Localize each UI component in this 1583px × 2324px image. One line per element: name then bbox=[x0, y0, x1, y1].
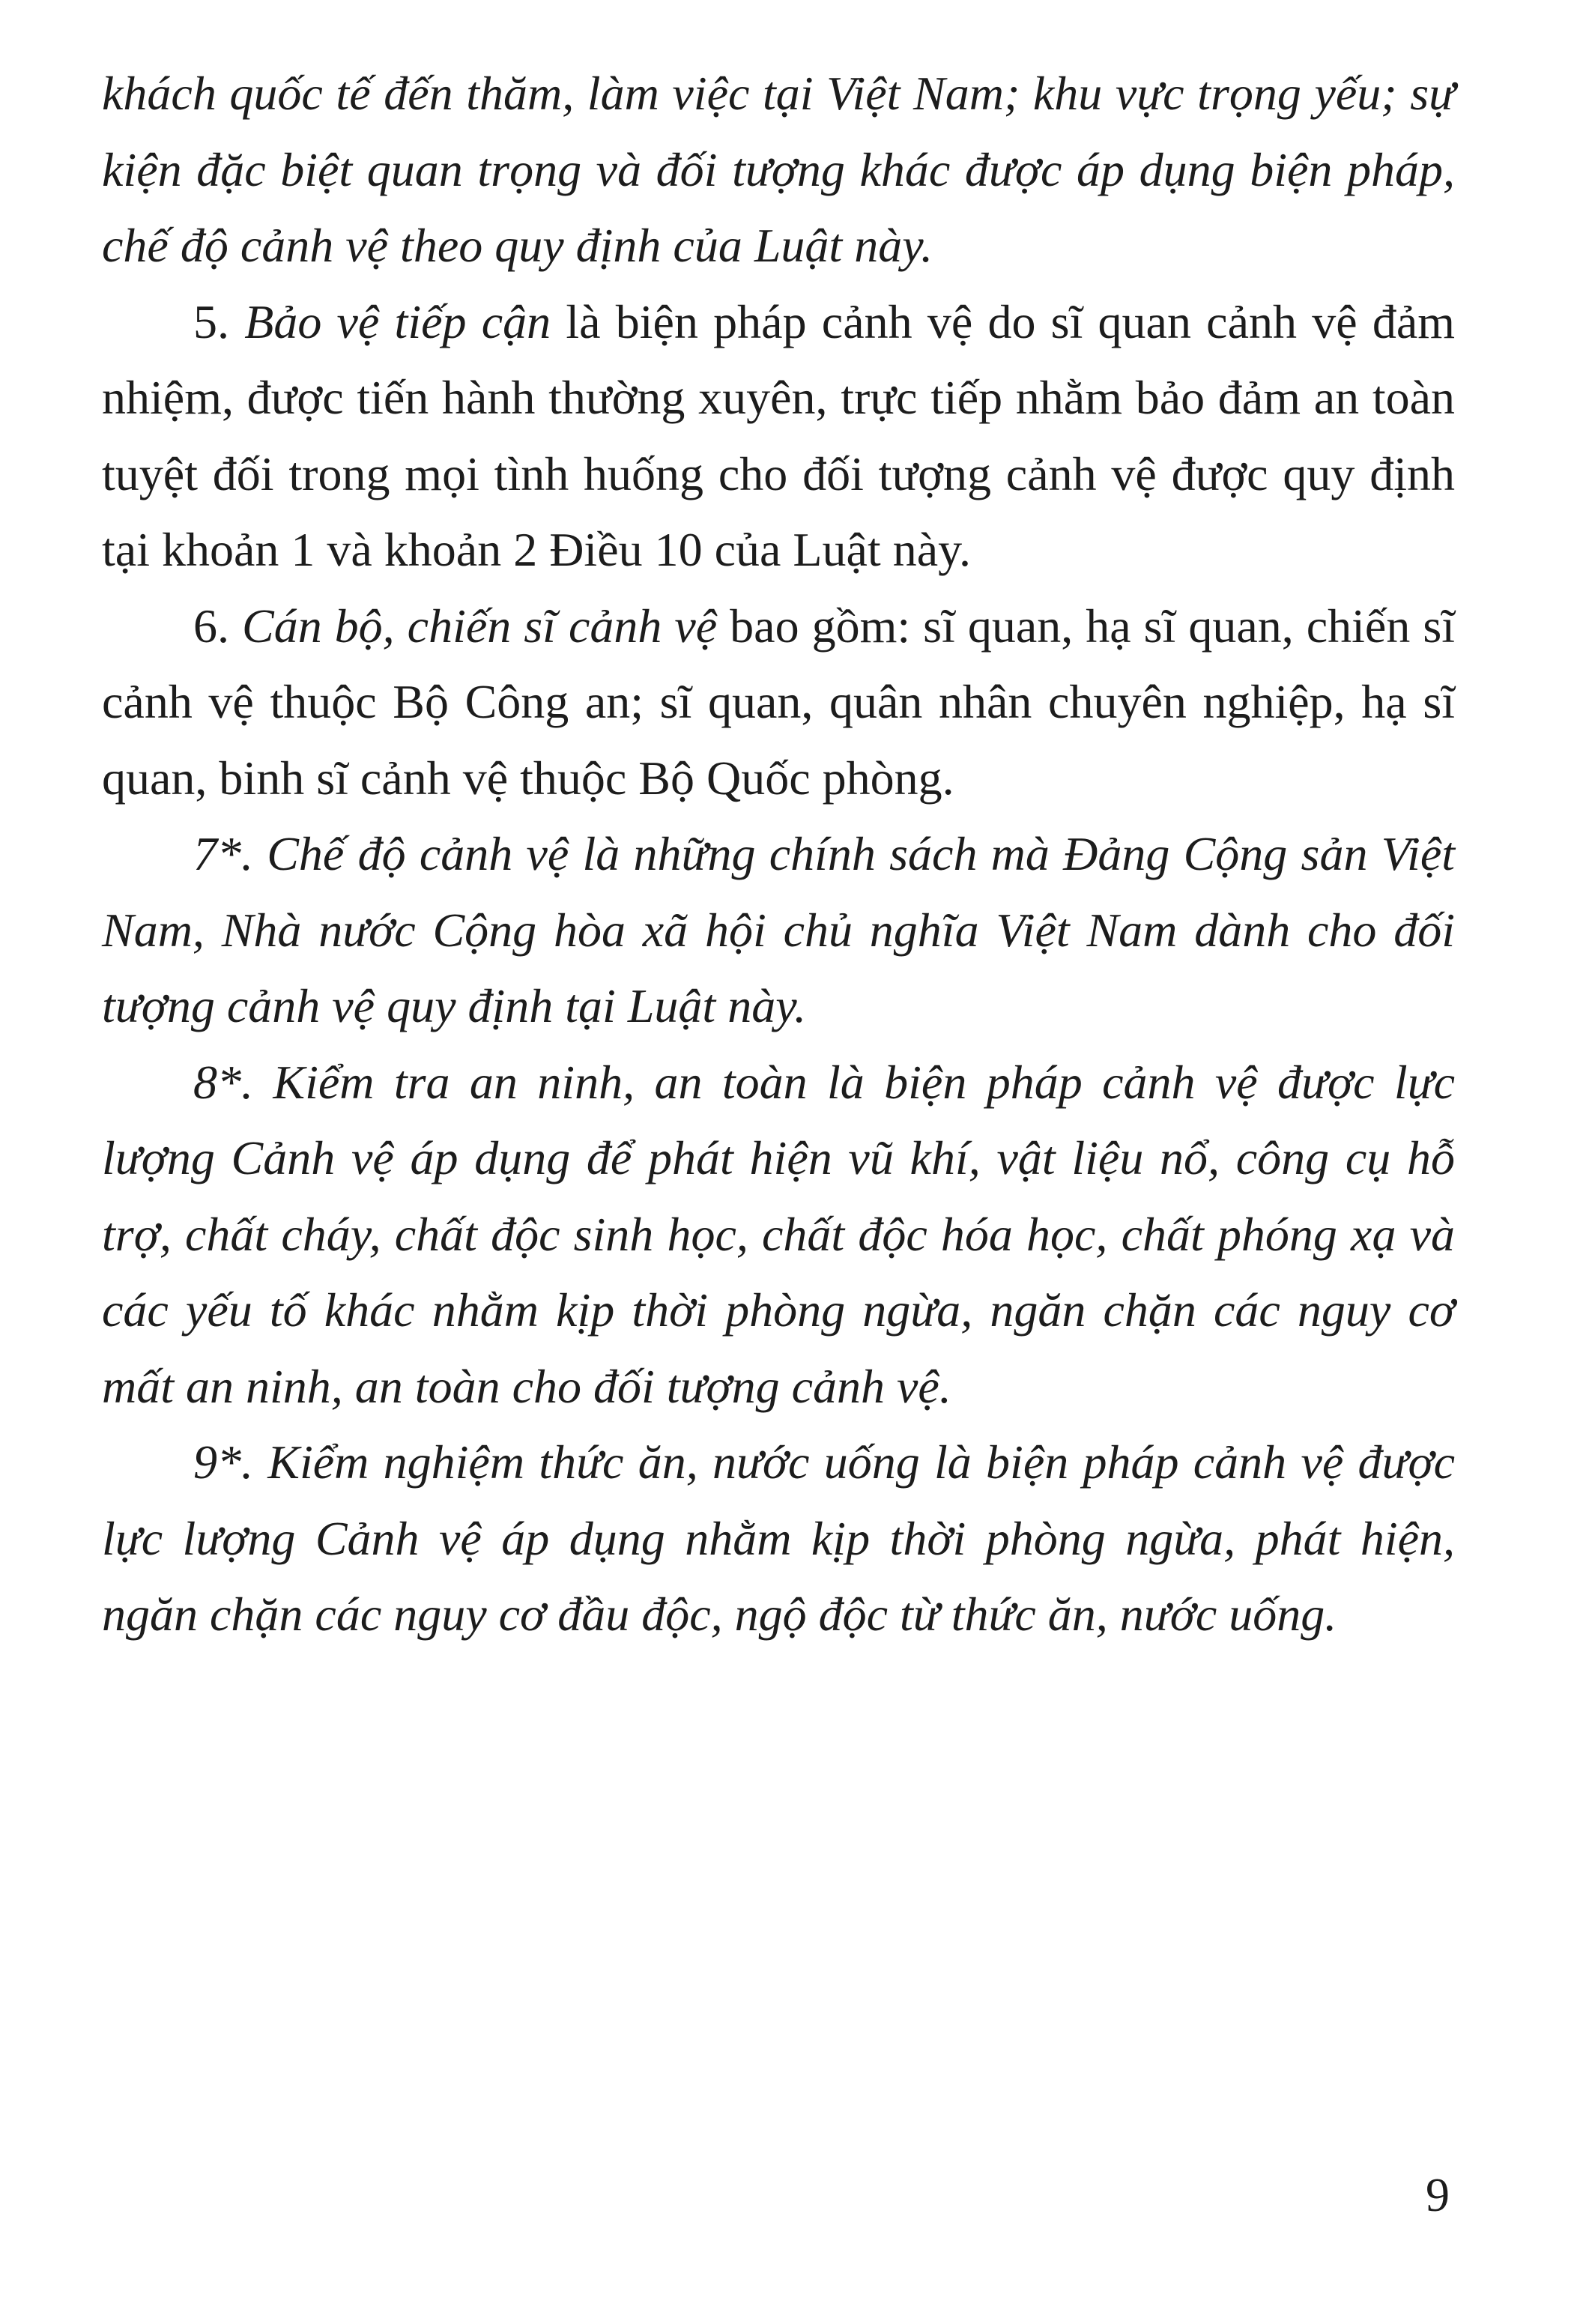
clause-8: 8*. Kiểm tra an ninh, an toàn là biện pháp cảnh vệ được lực lượng Cảnh vệ áp dụng để phát hiện vũ khí, vật liệu nổ, công cụ hỗ trợ, chất cháy, chất độc sinh học, chất độc hóa học, chất phóng xạ và các yếu tố khác nhằm kịp thời phòng ngừa, ngăn chặn các nguy cơ mất an ninh, an toàn cho đối tượng cảnh vệ. bbox=[102, 1055, 1455, 1413]
clause-9: 9*. Kiểm nghiệm thức ăn, nước uống là biện pháp cảnh vệ được lực lượng Cảnh vệ áp dụng nhằm kịp thời phòng ngừa, phát hiện, ngăn chặn các nguy cơ đầu độc, ngộ độc từ thức ăn, nước uống. bbox=[102, 1435, 1455, 1641]
clause-5-number: 5. bbox=[193, 294, 245, 348]
clause-5-term: Bảo vệ tiếp cận bbox=[244, 294, 551, 348]
page-number: 9 bbox=[1426, 2168, 1450, 2221]
clause-6-text: bao gồm: sĩ quan, hạ sĩ quan, chiến sĩ cảnh vệ thuộc Bộ Công an; sĩ quan, quân nhân chuyên nghiệp, hạ sĩ quan, binh sĩ cảnh vệ thuộc Bộ Quốc phòng. bbox=[102, 599, 1456, 805]
clause-7: 7*. Chế độ cảnh vệ là những chính sách mà Đảng Cộng sản Việt Nam, Nhà nước Cộng hòa xã hội chủ nghĩa Việt Nam dành cho đối tượng cảnh vệ quy định tại Luật này. bbox=[102, 827, 1455, 1032]
page-body bbox=[102, 55, 1455, 1653]
clause-6-term: Cán bộ, chiến sĩ cảnh vệ bbox=[242, 599, 718, 653]
clause-5-text: là biện pháp cảnh vệ do sĩ quan cảnh vệ đảm nhiệm, được tiến hành thường xuyên, trực tiếp nhằm bảo đảm an toàn tuyệt đối trong mọi tình huống cho đối tượng cảnh vệ được quy định tại khoản 1 và khoản 2 Điều 10 của Luật này. bbox=[102, 294, 1456, 576]
continuation-paragraph: khách quốc tế đến thăm, làm việc tại Việt Nam; khu vực trọng yếu; sự kiện đặc biệt quan trọng và đối tượng khác được áp dụng biện pháp, chế độ cảnh vệ theo quy định của Luật này. bbox=[102, 67, 1455, 272]
clause-6-number: 6. bbox=[193, 599, 242, 653]
clause-5 bbox=[102, 284, 1455, 588]
clause-6 bbox=[102, 588, 1455, 817]
